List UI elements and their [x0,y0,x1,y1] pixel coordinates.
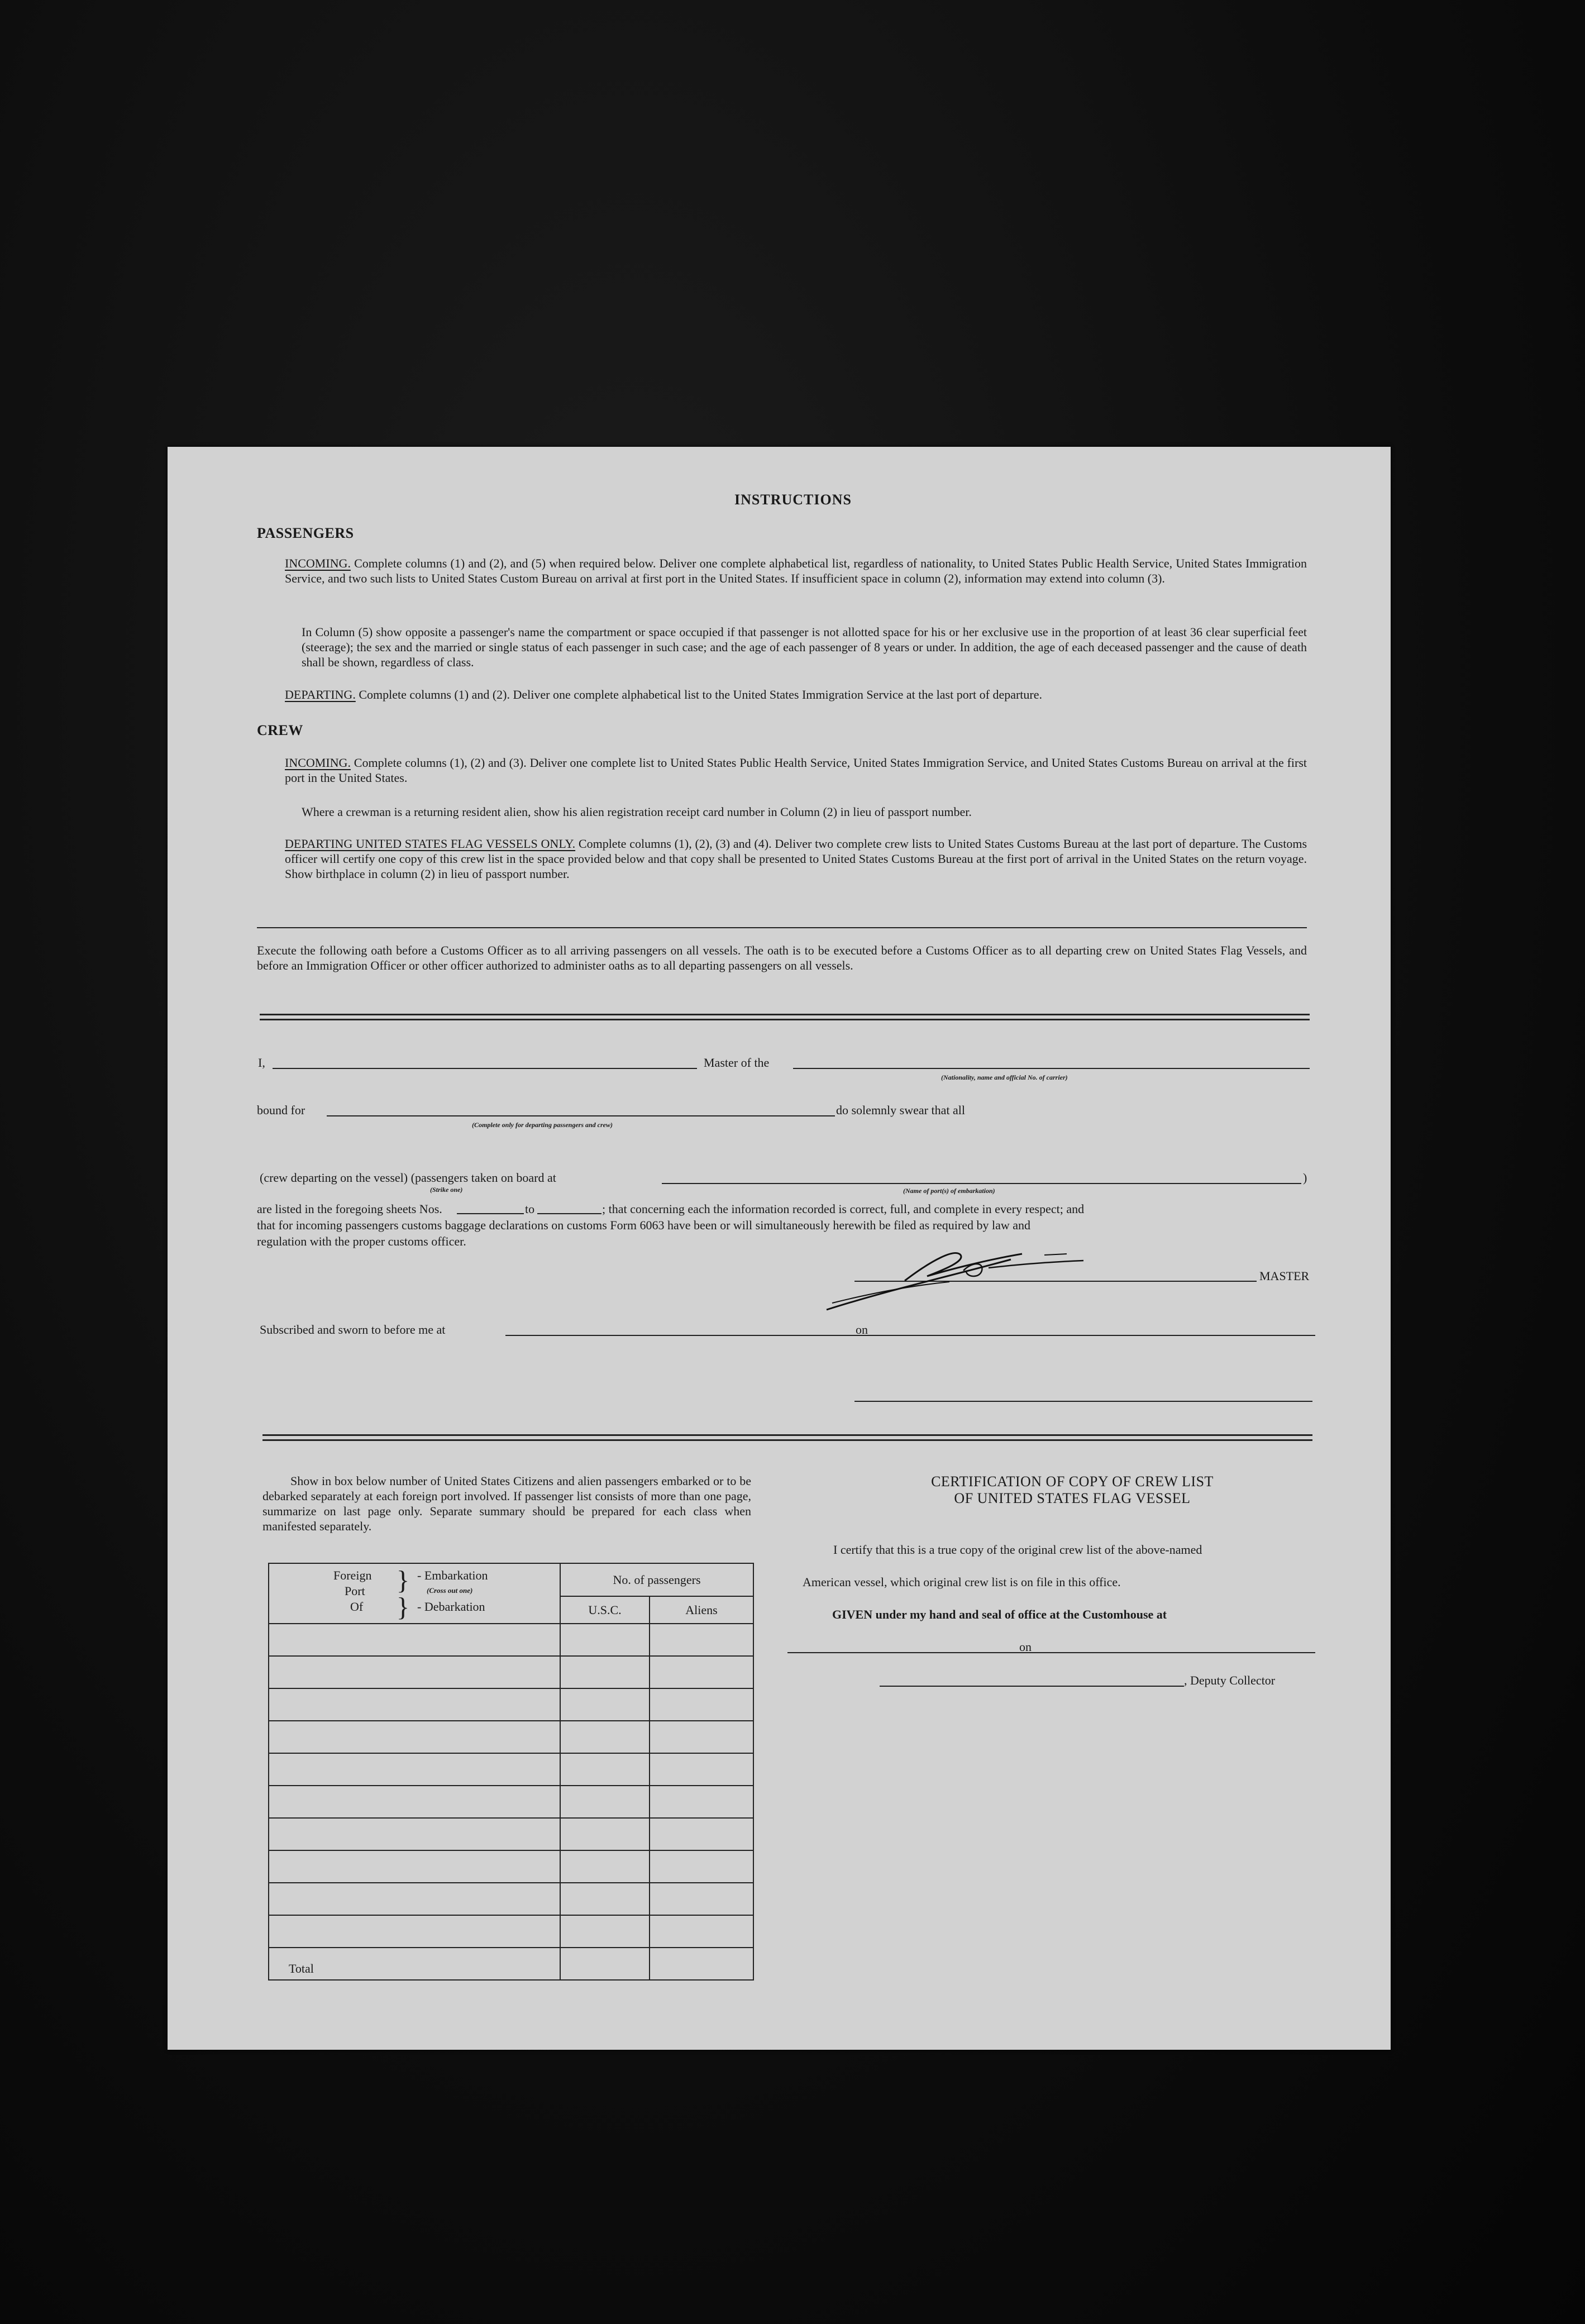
table-row [269,1753,753,1786]
aliens-total-cell[interactable] [650,1948,753,1980]
strike-one-caption: (Strike one) [430,1186,463,1194]
usc-cell[interactable] [560,1721,650,1753]
usc-cell[interactable] [560,1688,650,1721]
usc-cell[interactable] [560,1753,650,1786]
listed-regulation-text: regulation with the proper customs officer. [257,1234,466,1248]
certify-line1: I certify that this is a true copy of the original crew list of the above-named [833,1543,1202,1557]
port-cell[interactable] [269,1850,560,1883]
sheet-from-field[interactable] [457,1213,524,1214]
officer-signature-line[interactable] [854,1401,1312,1402]
certification-title-line1: CERTIFICATION OF COPY OF CREW LIST [931,1473,1214,1490]
brace-icon: } [397,1566,410,1595]
aliens-cell[interactable] [650,1624,753,1656]
sworn-location-field[interactable] [505,1335,1315,1336]
table-row [269,1656,753,1688]
usc-cell[interactable] [560,1883,650,1915]
port-cell[interactable] [269,1656,560,1688]
aliens-cell[interactable] [650,1883,753,1915]
divider [257,927,1307,928]
crew-departing-label: DEPARTING UNITED STATES FLAG VESSELS ONLY. [285,837,576,851]
oath-intro: Execute the following oath before a Customs Officer as to all arriving passengers on all vessels. The oath is to be executed before a Customs Officer as to all departing crew on United States Flag Vessels, and before an Immigration Officer or other officer authorized to administer oaths as to all departing passengers on all vessels. [257,943,1307,972]
aliens-cell[interactable] [650,1850,753,1883]
crew-heading: CREW [257,722,303,738]
subscribed-text: Subscribed and sworn to before me at [260,1323,446,1337]
aliens-cell[interactable] [650,1818,753,1850]
crew-incoming-text: Complete columns (1), (2) and (3). Deliver one complete list to United States Public Health Service, United States Immigration Service, and United States Customs Bureau on arrival at the first port in the United States. [285,756,1307,785]
usc-cell[interactable] [560,1786,650,1818]
listed-to-text: to [525,1202,535,1216]
foreign-label: Foreign [333,1568,372,1582]
sheet-to-field[interactable] [537,1213,601,1214]
usc-cell[interactable] [560,1818,650,1850]
table-row [269,1786,753,1818]
master-label: MASTER [1259,1269,1310,1283]
passengers-heading: PASSENGERS [257,525,354,541]
customhouse-field[interactable] [787,1652,1315,1653]
of-label: Of [350,1600,364,1614]
bound-for-field[interactable] [327,1115,835,1116]
certification-title-line2: OF UNITED STATES FLAG VESSEL [954,1490,1191,1506]
port-label: Port [345,1584,365,1598]
table-row [269,1915,753,1948]
given-text: GIVEN under my hand and seal of office at the Customhouse at [832,1607,1167,1621]
crew-departing-strike: (crew departing on the vessel) (passengers taken on board at [260,1171,556,1185]
debarkation-label: - Debarkation [417,1600,485,1614]
usc-header: U.S.C. [560,1596,650,1624]
total-label: Total [269,1948,560,1980]
cross-out-caption: (Cross out one) [427,1586,473,1595]
aliens-cell[interactable] [650,1915,753,1948]
port-cell[interactable] [269,1721,560,1753]
table-row [269,1850,753,1883]
usc-cell[interactable] [560,1656,650,1688]
sworn-on-label: on [856,1323,868,1337]
certify-line2: American vessel, which original crew list is on file in this office. [803,1575,1121,1589]
oath-i-label: I, [258,1056,265,1070]
embarkation-label: - Embarkation [417,1568,488,1582]
passengers-departing-text: Complete columns (1) and (2). Deliver one complete alphabetical list to the United States Immigration Service at the last port of departure. [359,688,1043,702]
form-page [168,447,1391,2050]
bound-for-label: bound for [257,1103,305,1117]
port-cell[interactable] [269,1688,560,1721]
listed-baggage-text: that for incoming passengers customs baggage declarations on customs Form 6063 have been or will simultaneously herewith be filed as required by law and [257,1218,1031,1232]
crew-departing-paragraph [285,836,1307,881]
usc-cell[interactable] [560,1850,650,1883]
passengers-departing-paragraph [285,687,1307,702]
table-row [269,1818,753,1850]
embarkation-port-field[interactable] [662,1183,1301,1184]
usc-total-cell[interactable] [560,1948,650,1980]
aliens-cell[interactable] [650,1688,753,1721]
nationality-caption: (Nationality, name and official No. of carrier) [941,1073,1068,1081]
aliens-cell[interactable] [650,1786,753,1818]
port-header-cell [269,1563,560,1624]
total-row [269,1948,753,1980]
port-cell[interactable] [269,1624,560,1656]
master-of-label: Master of the [704,1056,770,1070]
deputy-signature-line[interactable] [880,1686,1184,1687]
summary-instructions: Show in box below number of United States Citizens and alien passengers embarked or to be debarked separately at each foreign port involved. If passenger list consists of more than one page, summarize on last page only. Separate summary should be prepared for each class when manifested separately. [262,1474,751,1533]
double-divider-2 [262,1434,1312,1441]
ports-caption: (Name of port(s) of embarkation) [903,1187,995,1195]
page-title: INSTRUCTIONS [734,491,852,508]
certification-title [849,1473,1296,1507]
master-name-field[interactable] [273,1068,697,1069]
passengers-incoming-text: Complete columns (1) and (2), and (5) when required below. Deliver one complete alphabetical list, regardless of nationality, to United States Public Health Service, United States Immigration Service, and two such lists to United States Custom Bureau on arrival at first port in the United States. If insufficient space in column (2), information may extend into column (3). [285,556,1307,585]
table-row [269,1721,753,1753]
double-divider [260,1014,1310,1020]
port-cell[interactable] [269,1915,560,1948]
close-paren: ) [1303,1171,1307,1185]
crew-incoming-paragraph [285,755,1307,785]
crew-incoming-label: INCOMING. [285,756,351,770]
passengers-incoming-paragraph [285,556,1307,586]
passengers-column5-paragraph: In Column (5) show opposite a passenger's name the compartment or space occupied if that passenger is not allotted space for his or her exclusive use in the proportion of at least 36 clear superficial feet (steerage); the sex and the married or single status of each passenger in such case; and the age of each passenger of 8 years or under. In addition, the age of each deceased passenger and the cause of death shall be shown, regardless of class. [302,625,1307,669]
aliens-cell[interactable] [650,1753,753,1786]
vessel-field[interactable] [793,1068,1310,1069]
no-of-passengers-header: No. of passengers [560,1563,753,1596]
table-row [269,1688,753,1721]
port-cell[interactable] [269,1753,560,1786]
table-row [269,1624,753,1656]
departing-caption: (Complete only for departing passengers and crew) [472,1121,613,1129]
handwritten-signature [821,1237,1111,1315]
crew-alien-paragraph: Where a crewman is a returning resident alien, show his alien registration receipt card number in Column (2) in lieu of passport number. [302,805,972,819]
listed-sheets-text: are listed in the foregoing sheets Nos. [257,1202,442,1216]
usc-cell[interactable] [560,1624,650,1656]
port-cell[interactable] [269,1786,560,1818]
port-cell[interactable] [269,1818,560,1850]
swear-text: do solemnly swear that all [836,1103,965,1117]
brace-icon: } [397,1592,410,1622]
aliens-cell[interactable] [650,1721,753,1753]
certification-on-label: on [1019,1640,1032,1654]
deputy-collector-label: , Deputy Collector [1184,1673,1276,1687]
table-row [269,1883,753,1915]
port-cell[interactable] [269,1883,560,1915]
passengers-incoming-label: INCOMING. [285,556,351,570]
aliens-header: Aliens [650,1596,753,1624]
passenger-summary-table [268,1563,754,1981]
listed-correct-text: ; that concerning each the information recorded is correct, full, and complete in every respect; and [602,1202,1085,1216]
usc-cell[interactable] [560,1915,650,1948]
passengers-departing-label: DEPARTING. [285,688,356,702]
crew-departing-text: Complete columns (1), (2), (3) and (4). Deliver two complete crew lists to United States Customs Bureau at the last port of departure. The Customs officer will certify one copy of this crew list in the space provided below and that copy shall be presented to United States Customs Bureau at the first port of arrival in the United States on the return voyage. Show birthplace in column (2) in lieu of passport number. [285,837,1307,881]
aliens-cell[interactable] [650,1656,753,1688]
